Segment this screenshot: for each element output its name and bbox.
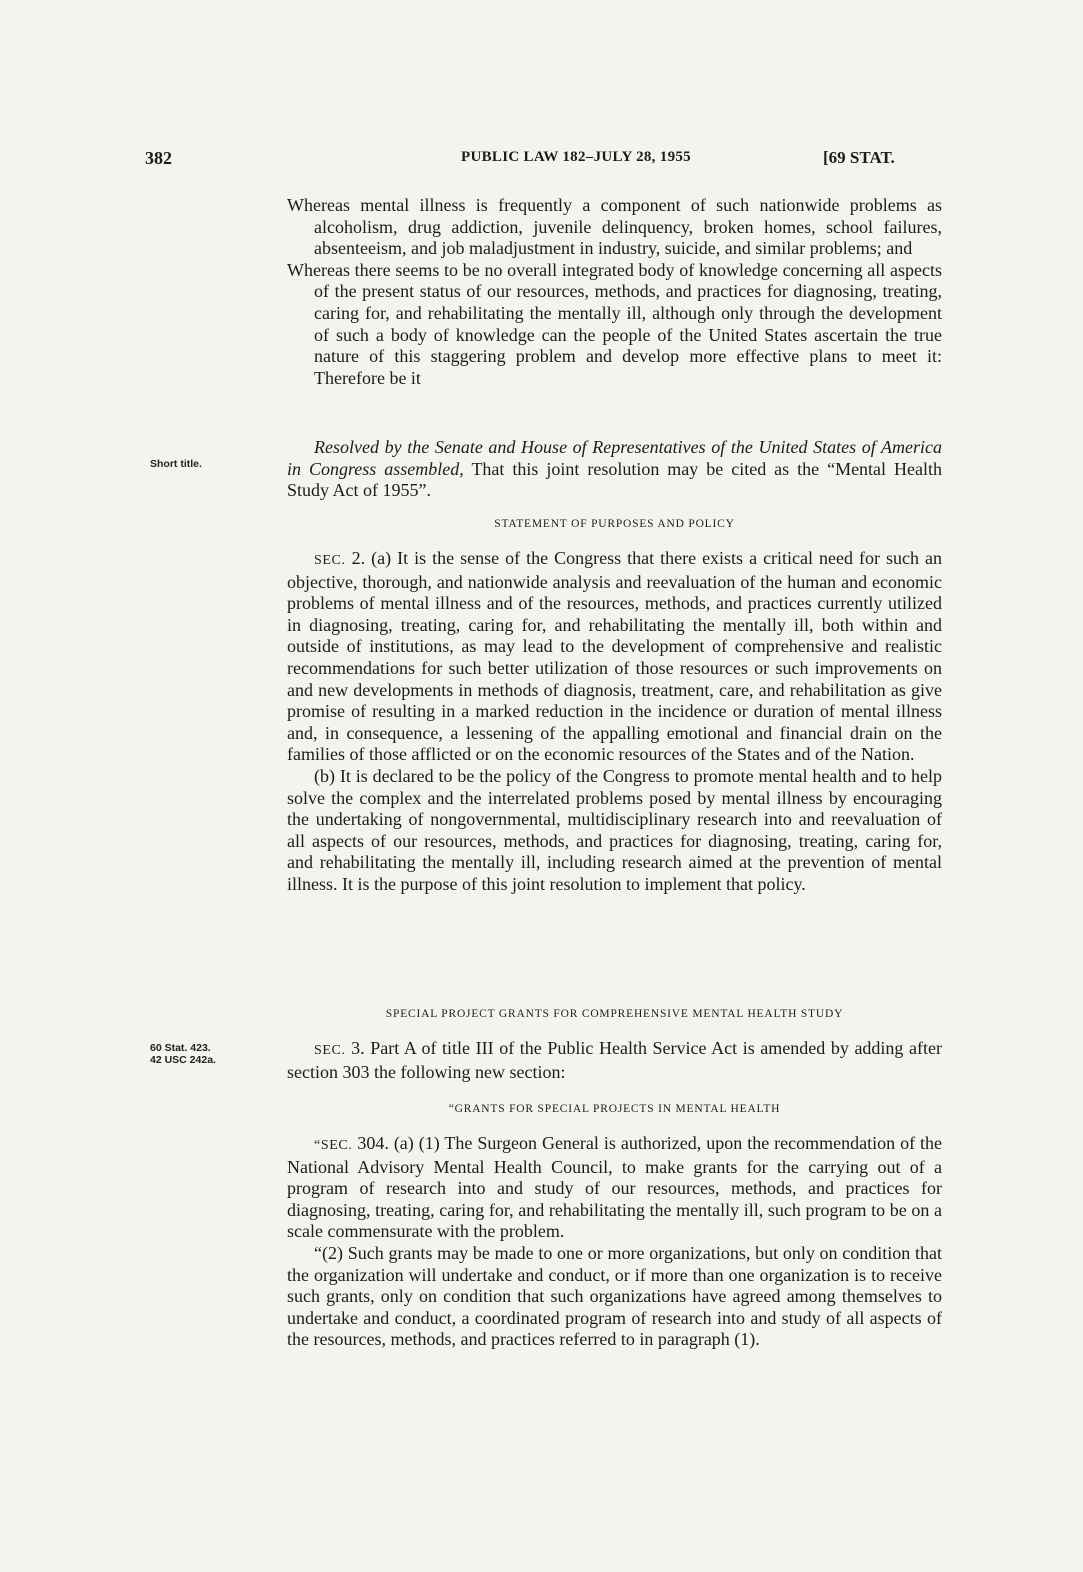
- margin-note-citation: [150, 1042, 216, 1066]
- section-2: [287, 548, 942, 896]
- section-304-paragraph-1: “SEC. 304. (a) (1) The Surgeon General is authorized, upon the recommendation of the National Advisory Mental Health Council, to make grants for the carrying out of a program of research into and study of our resources, methods, and practices for diagnosing, treating, caring for, and rehabilitating the mentally ill, such program to be on a scale commensurate with the problem.: [287, 1133, 943, 1242]
- section-label: “SEC.: [314, 1138, 353, 1153]
- section-2-paragraph-b: (b) It is declared to be the policy of the Congress to promote mental health and to help solve the complex and the interrelated problems posed by mental illness by encouraging the undertaking of nongovernmental, multidisciplinary research into and reevaluation of all aspects of our resources, methods, and practices for diagnosing, treating, caring for, and rehabilitating the mentally ill, including research aimed at the prevention of mental illness. It is the purpose of this joint resolution to implement that policy.: [287, 765, 942, 894]
- page-number: 382: [145, 148, 172, 168]
- section-label: SEC.: [314, 553, 346, 568]
- section-2-paragraph-a: SEC. 2. (a) It is the sense of the Congress that there exists a critical need for such an objective, thorough, and nationwide analysis and reevaluation of the human and economic problems of mental illness and of the resources, methods, and practices currently utilized in diagnosing, treating, caring for, and rehabilitating the mentally ill, both within and outside of institutions, as may lead to the development of comprehensive and realistic recommendations for such better utilization of those resources or such improvements on and new developments in methods of diagnosis, treatment, care, and rehabilitation as give promise of resulting in a marked reduction in the incidence or duration of mental illness and, in consequence, a lessening of the appalling emotional and financial drain on the families of those afflicted or on the economic resources of the States and of the Nation.: [287, 548, 943, 765]
- resolved-clause: [287, 437, 942, 502]
- section-3-paragraph: SEC. 3. Part A of title III of the Public Health Service Act is amended by adding after section 303 the following new section:: [287, 1038, 942, 1082]
- page-header: [145, 148, 975, 178]
- citation-stat: 60 Stat. 423.: [150, 1042, 211, 1054]
- margin-note-short-title: Short title.: [150, 458, 202, 470]
- running-title: PUBLIC LAW 182–JULY 28, 1955: [461, 149, 691, 165]
- section-304-paragraph-2: “(2) Such grants may be made to one or more organizations, but only on condition that the organization will undertake and conduct, or if more than one organization is to receive such grants, only on condition that such organizations have agreed among themselves to undertake and conduct, a coordinated program of research into and study of all aspects of the resources, methods, and practices referred to in paragraph (1).: [287, 1242, 942, 1350]
- section-heading-grants-mental-health: “GRANTS FOR SPECIAL PROJECTS IN MENTAL HEALTH: [448, 1103, 781, 1115]
- whereas-clause-2: Whereas there seems to be no overall integrated body of knowledge concerning all aspects of the present status of our resources, methods, and practices for diagnosing, treating, caring for, and rehabilitating the mentally ill, although only through the development of such a body of knowledge can the people of the United States ascertain the true nature of this staggering problem and develop more effective plans to meet it: Therefore be it: [287, 259, 942, 388]
- section-label: SEC.: [314, 1043, 346, 1058]
- volume-citation: [69 STAT.: [823, 148, 895, 167]
- whereas-clause-1: Whereas mental illness is frequently a component of such nationwide problems as alcoholism, drug addiction, juvenile delinquency, broken homes, school failures, absenteeism, and job maladjustment in industry, suicide, and similar problems; and: [287, 195, 942, 259]
- section-heading-special-grants: SPECIAL PROJECT GRANTS FOR COMPREHENSIVE MENTAL HEALTH STUDY: [385, 1008, 844, 1020]
- section-heading-purposes: STATEMENT OF PURPOSES AND POLICY: [494, 518, 735, 530]
- citation-usc: 42 USC 242a.: [150, 1054, 216, 1066]
- section-3: [287, 1038, 942, 1083]
- section-304: [287, 1133, 942, 1351]
- resolved-intro: Resolved by the Senate and House of Representatives of the United States of America in Congress assembled,: [287, 437, 942, 479]
- preamble: [287, 195, 942, 389]
- resolved-text: That this joint resolution may be cited as the “Mental Health Study Act of 1955”.: [287, 458, 942, 501]
